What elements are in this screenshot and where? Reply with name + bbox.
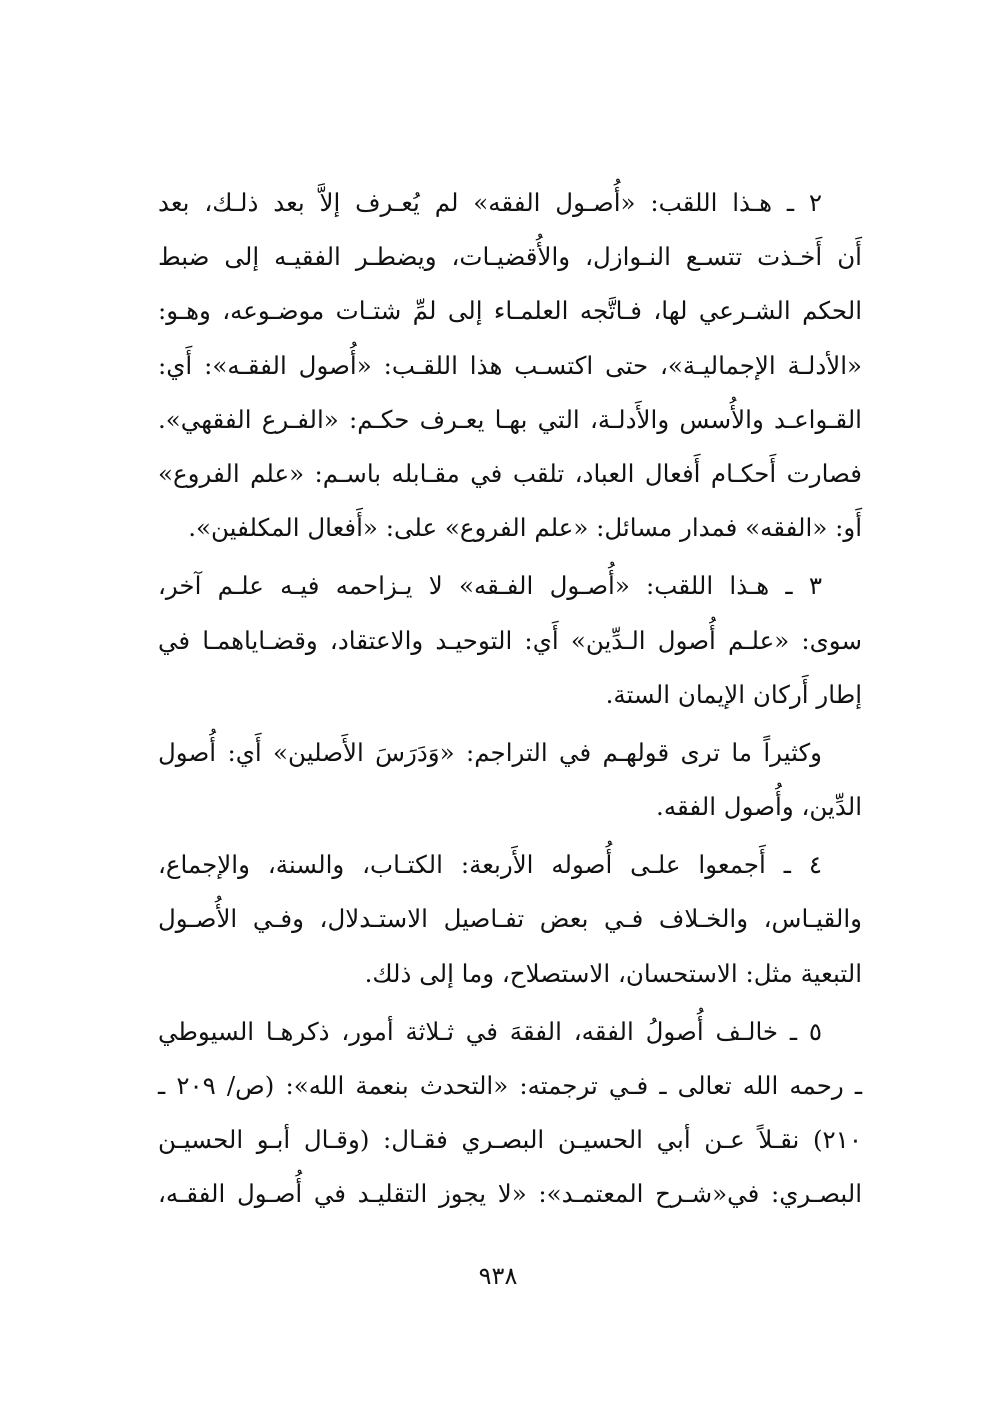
text-line: ٢ ـ هـذا اللقب: «أُصـول الفقه» لم يُعـرف إلاَّ بعد ذلـك، بعد	[158, 188, 822, 217]
page-number: ٩٣٨	[478, 1262, 518, 1290]
paragraph-3	[158, 559, 862, 722]
text-line: فصارت أَحكـام أَفعال العباد، تلقب في مقـابله باسـم: «علم الفروع»	[158, 458, 862, 488]
text-line: أَو: «الفقه» فمدار مسائل: «علم الفروع» على: «أَفعال المكلفين».	[188, 513, 862, 543]
text-line: إطار أَركان الإيمان الستة.	[605, 679, 862, 709]
paragraph-5	[158, 1005, 862, 1222]
text-line: التبعية مثل: الاستحسان، الاستصلاح، وما إلى ذلك.	[364, 958, 862, 988]
text-line: الدِّين، وأُصول الفقه.	[656, 792, 862, 822]
text-line: وكثيراً ما ترى قولهـم في التراجم: «وَدَرَسَ الأَصلين» أَي: أُصول	[158, 737, 822, 767]
paragraph-4	[158, 838, 862, 1001]
text-line: ٥ ـ خالـف أُصولُ الفقه، الفقهَ في ثـلاثة أمور، ذكرهـا السيوطي	[158, 1016, 822, 1046]
paragraph-asalayn	[158, 726, 862, 834]
text-line: القـواعـد والأُسس والأَدلـة، التي بهـا يعـرف حكـم: «الفـرع الفقهي».	[158, 404, 862, 434]
body-text	[158, 176, 862, 1222]
paragraph-2	[158, 176, 862, 555]
text-line: «الأدلـة الإجماليـة»، حتى اكتسـب هذا اللقـب: «أُصول الفقـه»: أَي:	[158, 350, 862, 380]
text-line: ٣ ـ هـذا اللقب: «أُصـول الفـقه» لا يـزاحمه فيـه علـم آخر،	[158, 571, 822, 601]
text-line: ٢١٠) نقـلاً عـن أبي الحسيـن البصـري فقـال: (وقـال أبـو الحسيـن	[158, 1125, 862, 1155]
text-line: البصـري: في«شـرح المعتمـد»: «لا يجوز التقليـد في أُصـول الفقـه،	[158, 1179, 862, 1209]
text-line: ـ رحمه الله تعالى ـ فـي ترجمته: «التحدث بنعمة الله»: (ص/ ٢٠٩ ـ	[158, 1071, 862, 1100]
text-line: سوى: «علـم أُصول الـدِّين» أَي: التوحيـد والاعتقاد، وقضـاياهمـا في	[158, 625, 862, 655]
text-line: الحكم الشـرعي لها، فـاتَّجه العلمـاء إلى لمِّ شتـات موضـوعه، وهـو:	[158, 296, 862, 326]
text-line: ٤ ـ أَجمعوا علـى أُصوله الأَربعة: الكتـاب، والسنة، والإجماع،	[158, 850, 822, 880]
text-line: والقيـاس، والخـلاف فـي بعض تفـاصيل الاستـدلال، وفـي الأُصـول	[158, 904, 862, 934]
text-line: أَن أَخـذت تتسـع النـوازل، والأُقضيـات، ويضطـر الفقيـه إلى ضبط	[158, 242, 862, 272]
